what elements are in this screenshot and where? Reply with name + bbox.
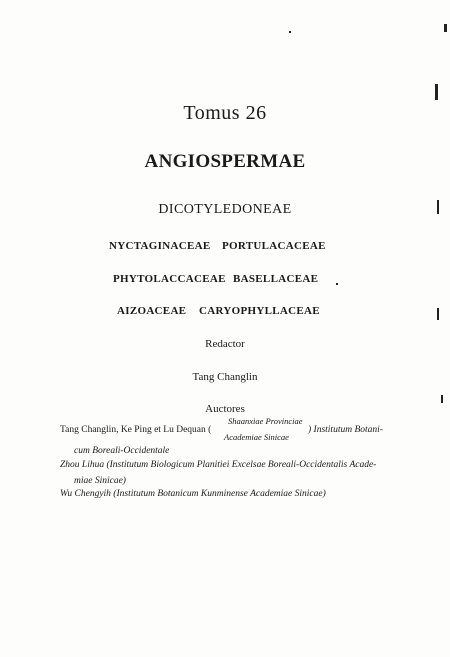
author-line: cum Boreali-Occidentale [74, 446, 170, 456]
subclass-heading: DICOTYLEDONEAE [158, 202, 292, 217]
scan-edge-mark [444, 24, 447, 32]
scan-edge-mark [437, 200, 439, 214]
family-name: AIZOACEAE [117, 305, 187, 317]
scan-edge-mark [435, 84, 438, 100]
author-line: Tang Changlin, Ke Ping et Lu Dequan ( [60, 425, 212, 435]
family-name: PHYTOLACCACEAE [113, 273, 226, 285]
family-name: BASELLACEAE [233, 273, 319, 285]
family-name: PORTULACACEAE [222, 240, 326, 252]
page-title: ANGIOSPERMAE [144, 151, 306, 172]
author-line: miae Sinicae) [74, 476, 126, 486]
affiliation-bottom: Academiae Sinicae [224, 432, 289, 442]
author-line: Wu Chengyih (Institutum Botanicum Kunminense Academiae Sinicae) [60, 489, 326, 499]
scan-speck [289, 31, 291, 33]
family-name: NYCTAGINACEAE [109, 240, 211, 252]
family-name: CARYOPHYLLACEAE [199, 305, 320, 317]
volume-number: Tomus 26 [183, 102, 267, 124]
auctores-label: Auctores [205, 403, 245, 415]
scan-edge-mark [437, 308, 439, 320]
scan-edge-mark [441, 395, 443, 403]
author-line: ) Institutum Botani- [308, 425, 383, 435]
redactor-label: Redactor [205, 338, 245, 350]
scan-speck [336, 283, 338, 285]
affiliation-top: Shaanxiae Provinciae [228, 416, 303, 426]
redactor-name: Tang Changlin [192, 371, 258, 383]
author-line: Zhou Lihua (Institutum Biologicum Planitiei Excelsae Boreali-Occidentalis Acade- [60, 460, 377, 470]
